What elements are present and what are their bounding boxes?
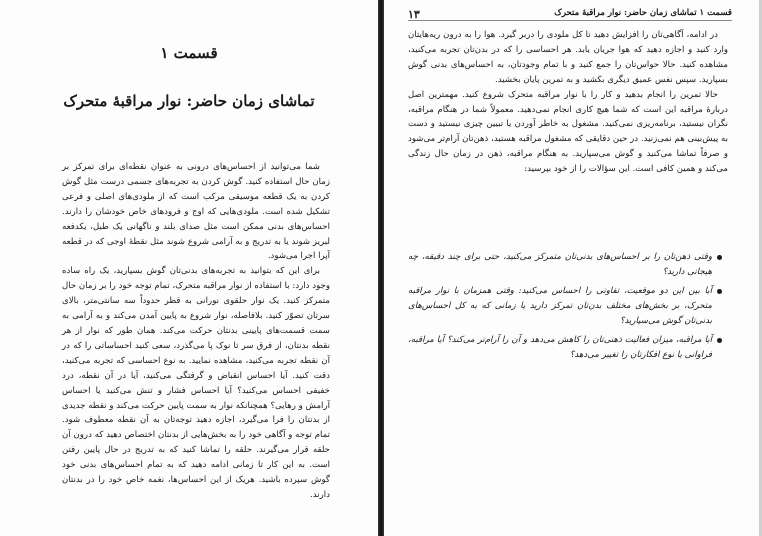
paragraph: حالا تمرین را انجام بدهید و کار را با نوار مراقبه متحرک شروع کنید. مهمترین اصل دربارهٔ مراقبه این است که شما هیچ کاری انجام نمی‌دهید. معمولاً شما در هنگام مراقبه، نگران نیستید، برنامه‌ریزی نمی‌کنید. مشغول به خاطر آوردن یا تبیین چیزی نیستید و دست به پیش‌بینی هم نمی‌زنید. در حین دقایقی که مشغول مراقبه هستید، ذهن‌تان آرام‌تر می‌شود و صرفاً تماشا می‌کنید و گوش می‌سپارید. به هنگام مراقبه، ذهن در زمان حال زندگی می‌کند و همین کافی است. این سؤالات را از خود بپرسید: [408,89,728,175]
question-text: آیا بین این دو موقعیت، تفاوتی را احساس می‌کنید: وقتی همزمان با نوار مراقبه متحرک، بر بخش‌های مختلف بدن‌تان تمرکز دارید یا زمانی که به کل احساس‌های بدنی‌تان گوش می‌سپارید؟ [408,286,712,326]
bullet-icon [717,338,722,343]
bullet-icon [717,255,722,260]
question-item [408,284,722,329]
question-text: آیا مراقبه، میزان فعالیت ذهنی‌تان را کاهش می‌دهد و آن را آرام‌تر می‌کند؟ آیا مراقبه، فراوانی یا نوع افکارتان را تغییر می‌دهد؟ [408,335,712,360]
left-body-text [62,160,330,503]
question-item [408,250,722,280]
paragraph: شما می‌توانید از احساس‌های درونی به عنوان نقطه‌ای برای تمرکز بر زمان حال استفاده کنید. گوش کردن به تجربه‌های جسمی درست مثل گوش کردن به یک قطعه موسیقی مرکب است که از ملودی‌های اصلی و فرعی تشکیل شده است. ملودی‌هایی که اوج و فرودهای خاص خودشان را دارند. احساس‌های بدنی ممکن است مثل صدای بلند و ناگهانی یک طبل، یکدفعه لبریز شوند یا به تدریج و به آرامی شروع شوند مثل نقطهٔ اوجی که در قطعه آپرا اجرا می‌شود. [62,162,330,262]
chapter-title: تماشای زمان حاضر: نوار مراقبهٔ متحرک [63,92,315,110]
chapter-number: قسمت ۱ [160,44,218,62]
right-page [384,0,762,536]
right-body-text [408,28,728,177]
question-item [408,333,722,363]
left-page [0,0,378,536]
paragraph: برای این که بتوانید به تجربه‌های بدنی‌تان گوش بسپارید، یک راه ساده وجود دارد: با استفاده از نوار مراقبه متحرک، تمام توجه خود را بر زمان حال متمرکز کنید. یک نوار حلقوی نورانی به قطر حدوداً سه سانتی‌متر، بالای سرتان تصوّر کنید. بلافاصله، نوار شروع به پایین آمدن می‌کند و به آرامی به سمت قسمت‌های پایینی بدنتان حرکت می‌کند. همان طور که نوار از هر نقطه بدنتان، از فرق سر تا نوک پا می‌گذرد، سعی کنید احساساتی را که در آن نقطه تجربه می‌کنید، مشاهده نمایید. به نوع احساسی که تجربه می‌کنید، دقت کنید. آیا احساس انقباض و گرفتگی می‌کنید، آیا در آن نقطه، درد خفیفی احساس می‌کنید؟ آیا احساس فشار و تنش می‌کنید یا احساس آرامش و رهایی؟ همچنانکه نوار به سمت پایین حرکت می‌کند و نقطه جدیدی از بدنتان را فرا می‌گیرد، اجازه دهید توجه‌تان به آن نقطه معطوف شود. تمام توجه و آگاهی خود را به بخش‌هایی از بدنتان اختصاص دهید که درون آن حلقه قرار می‌گیرند. حلقه را تماشا کنید که به تدریج در حال پایین رفتن است. به این کار تا زمانی ادامه دهید که به تمام احساس‌های بدنی خود گوش سپرده باشید. هریک از این احساس‌ها، نغمه خاص خود را در بدنتان دارند. [62,266,330,500]
bullet-icon [717,289,722,294]
paragraph: در ادامه، آگاهی‌تان را افزایش دهید تا کل ملودی را دربر گیرد. هوا را به درون ریه‌هایتان وارد کنید و اجازه دهید که هوا جریان یابد. هر احساسی را که در بدن‌تان تجربه می‌کنید، مشاهده کنید. حالا حواس‌تان را جمع کنید و با تمام وجودتان، به احساس‌های بدنی گوش بسپارید. سپس نفس عمیق دیگری بکشید و به تمرین پایان بخشید. [408,30,728,85]
question-list [408,250,722,367]
running-head-title: قسمت ۱ تماشای زمان حاضر: نوار مراقبهٔ متحرک [554,8,732,18]
running-head [408,8,732,21]
question-text: وقتی ذهن‌تان را بر احساس‌های بدنی‌تان متمرکز می‌کنید، حتی برای چند دقیقه، چه هیجانی دارید؟ [408,252,712,277]
page-number: ۱۳ [408,8,420,21]
